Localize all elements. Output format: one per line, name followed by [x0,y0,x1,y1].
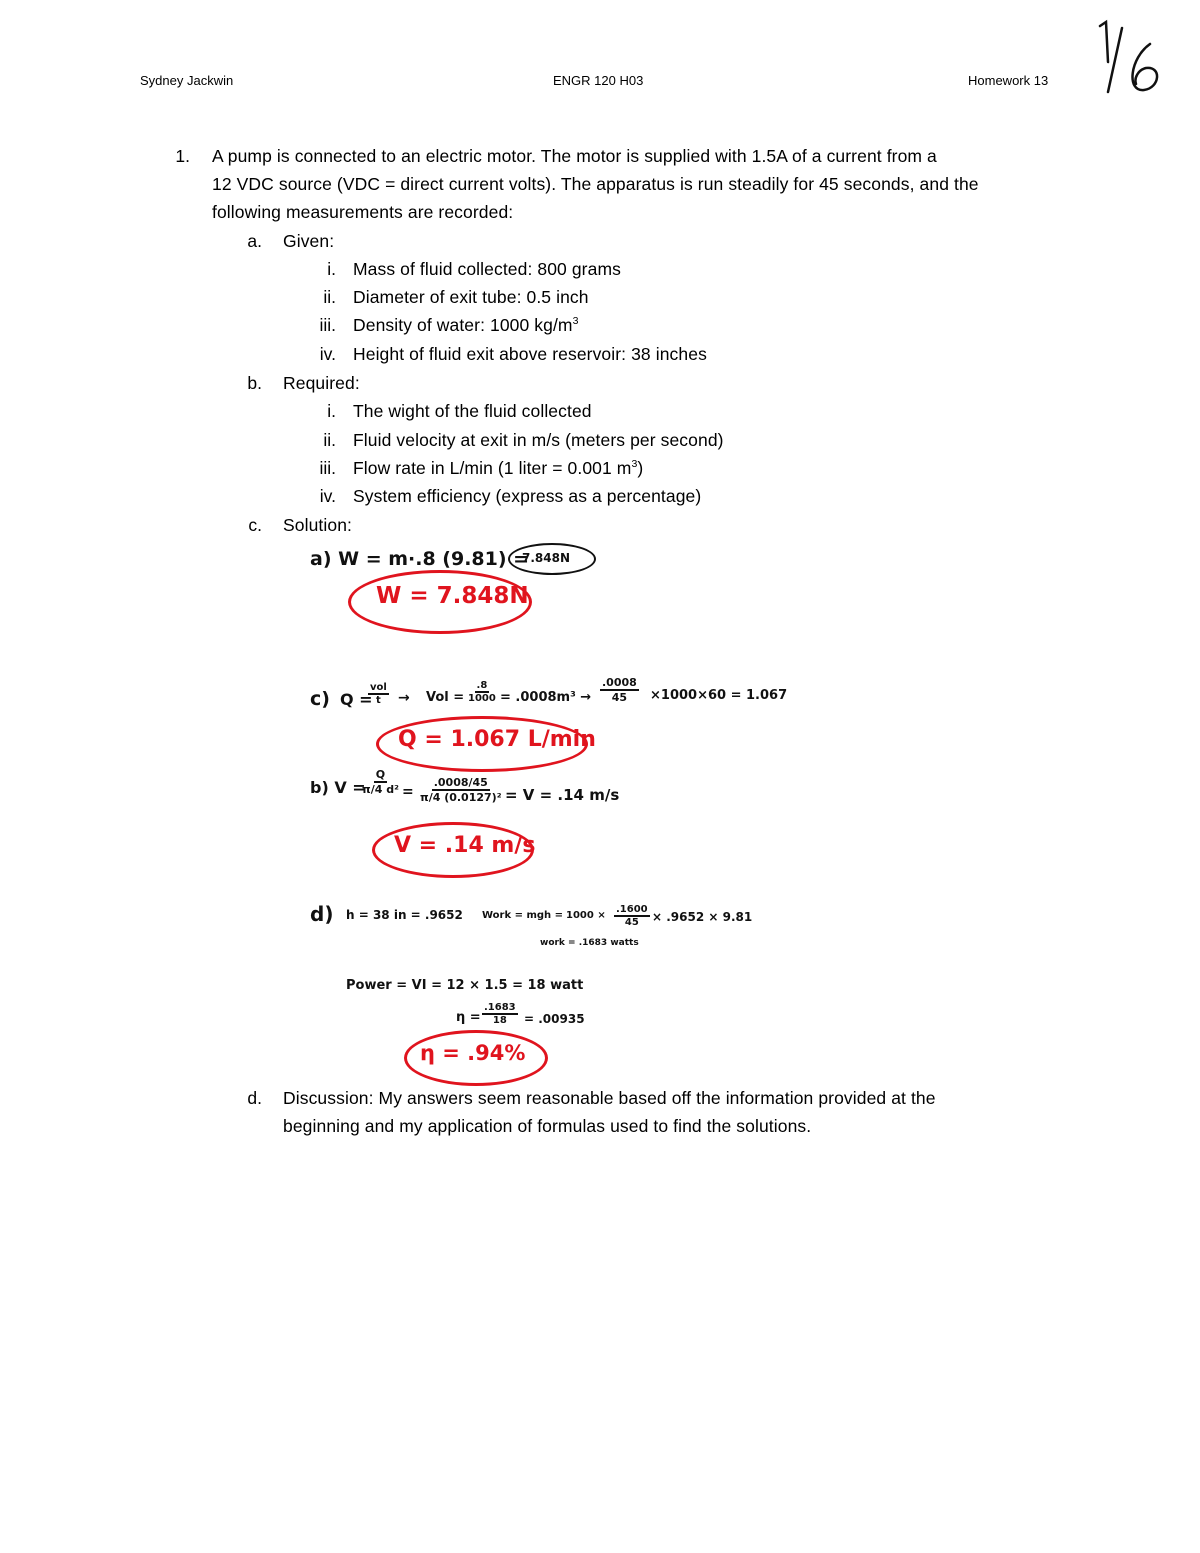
fraction [368,682,389,706]
arrow: → [398,690,410,706]
solution-c-tail: ×1000×60 = 1.067 [650,688,788,703]
answer-a: W = 7.848N [376,583,529,609]
solution-c-q: Q = [340,690,373,709]
solution-power: Power = VI = 12 × 1.5 = 18 watt [346,978,584,993]
fraction-numerator: .1683 [484,1002,516,1013]
problem-number: 1. [175,146,190,166]
fraction-denominator: π/4 (0.0127)² [420,791,502,804]
fraction-denominator: 45 [611,691,628,704]
fraction-numerator: vol [370,682,387,693]
solution-b-label: b) V = [310,778,366,797]
problem-text-line: 12 VDC source (VDC = direct current volts). The apparatus is run steadily for 45 seconds, and the [212,174,979,194]
item-marker: iii. [319,315,336,335]
solution-d-work-mid: 1000 × [566,910,606,921]
solution-b-result: = V = .14 m/s [505,786,620,804]
solution-c-vol: Vol = [426,690,465,705]
course-code: ENGR 120 H03 [553,73,644,88]
student-name: Sydney Jackwin [140,73,234,88]
required-heading: Required: [283,373,360,393]
item-marker: ii. [323,287,336,307]
fraction-denominator: t [376,695,381,706]
item-marker: iv. [319,344,336,364]
solution-d-label: d) [310,902,334,926]
discussion-text-line: beginning and my application of formulas used to find the solutions. [283,1116,812,1136]
given-item: Mass of fluid collected: 800 grams [353,259,621,279]
fraction [466,680,498,704]
given-heading: Given: [283,231,335,251]
discussion-text-line: Discussion: My answers seem reasonable based off the information provided at the [283,1088,936,1108]
item-marker: iii. [319,458,336,478]
problem-text-line: A pump is connected to an electric motor. The motor is supplied with 1.5A of a current from a [212,146,937,166]
fraction [418,776,504,804]
given-item: Height of fluid exit above reservoir: 38 inches [353,344,707,364]
fraction-numerator: .0008/45 [433,776,488,789]
solution-heading: Solution: [283,515,353,535]
solution-d-work-result: work = .1683 watts [540,938,639,948]
fraction-numerator: .0008 [602,676,637,689]
section-marker: c. [248,515,262,535]
grade-mark [1092,18,1172,98]
given-item: Density of water: 1000 $kg/m^3$ [353,315,579,335]
section-marker: b. [247,373,262,393]
item-marker: ii. [323,430,336,450]
fraction [614,904,650,928]
required-item: System efficiency (express as a percentage) [353,486,702,506]
section-marker: d. [247,1088,262,1108]
item-marker: i. [327,259,336,279]
fraction-numerator: .1600 [616,904,648,915]
answer-c: Q = 1.067 L/min [398,727,596,752]
fraction [360,768,401,796]
solution-a-work: a) W = m·.8 (9.81) = [310,548,530,570]
answer-b: V = .14 m/s [394,833,536,858]
solution-d-work: Work = mgh = [482,910,564,921]
solution-d-work-tail: × .9652 × 9.81 [652,910,753,924]
fraction-denominator: π/4 d² [362,783,399,796]
item-marker: i. [327,401,336,421]
solution-eta-result: = .00935 [524,1012,585,1026]
solution-eta-label: η = [456,1010,481,1025]
solution-c-eq: = .0008m³ → [500,690,592,705]
fraction [600,676,639,704]
problem-text-line: following measurements are recorded: [212,202,514,222]
required-item: The wight of the fluid collected [353,401,592,421]
fraction-denominator: 1000 [468,693,496,704]
assignment-title: Homework 13 [968,73,1049,88]
fraction-numerator: .8 [476,680,488,691]
given-item: Diameter of exit tube: 0.5 inch [353,287,589,307]
fraction [482,1002,518,1026]
solution-b-eq: = [402,784,414,800]
fraction-numerator: Q [375,768,386,781]
fraction-denominator: 45 [624,917,639,928]
solution-a-circled: 7.848N [522,551,570,565]
fraction-denominator: 18 [492,1015,507,1026]
solution-c-label: c) [310,688,330,710]
item-marker: iv. [319,486,336,506]
solution-d-height: h = 38 in = .9652 [346,908,463,922]
required-item: Flow rate in L/min (1 liter = 0.001 $m^3$) [353,458,644,478]
section-marker: a. [247,231,262,251]
answer-d: η = .94% [420,1041,526,1065]
required-item: Fluid velocity at exit in m/s (meters per second) [353,430,724,450]
